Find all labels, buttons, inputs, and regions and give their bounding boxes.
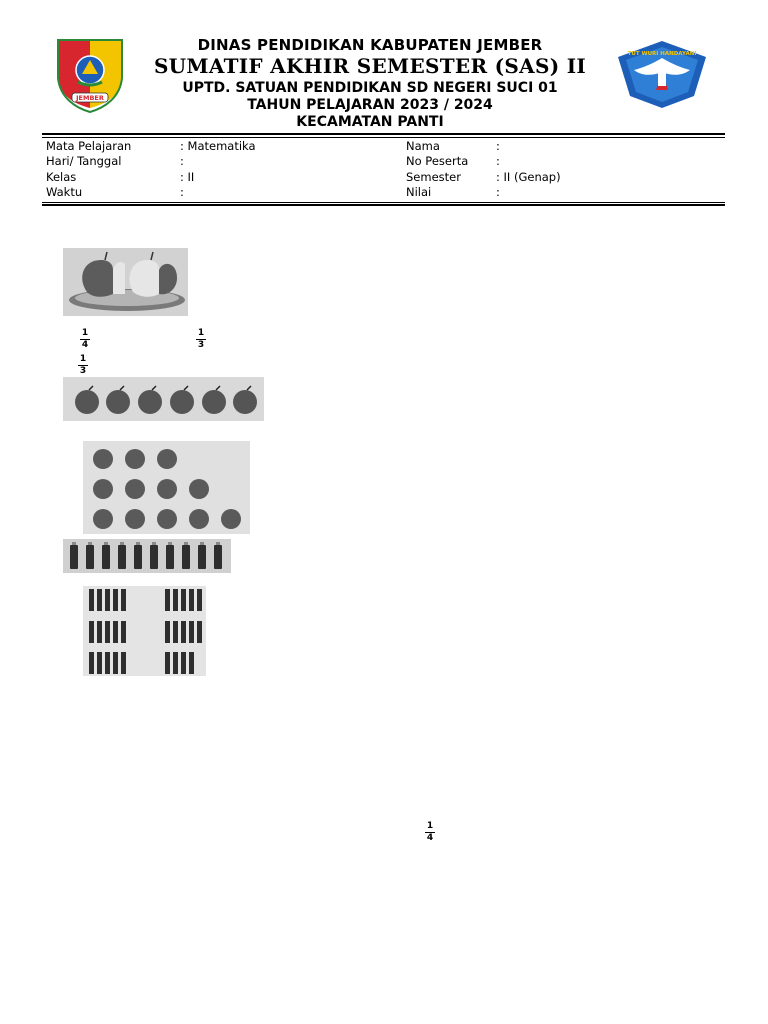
info-rule-bottom-thin	[42, 202, 725, 203]
info-rule-bottom	[42, 204, 725, 206]
six-oranges-image	[63, 377, 264, 421]
fraction-one-third: $\frac{1}{3}$	[197, 328, 205, 350]
exam-title: SUMATIF AKHIR SEMESTER (SAS) II	[153, 54, 587, 78]
battery-groups-image	[83, 586, 206, 676]
batteries-row-image	[63, 539, 231, 573]
agency-name: DINAS PENDIDIKAN KABUPATEN JEMBER	[197, 36, 543, 54]
value-name: :	[496, 139, 500, 153]
value-score: :	[496, 185, 500, 199]
jember-logo	[52, 38, 128, 114]
school-name: UPTD. SATUAN PENDIDIKAN SD NEGERI SUCI 01	[182, 80, 558, 96]
jember-logo-text: JEMBER	[76, 94, 104, 102]
apples-on-plate-image	[63, 248, 188, 316]
value-time: :	[180, 185, 184, 199]
label-semester: Semester	[406, 170, 461, 184]
fraction-one-quarter: $\frac{1}{4}$	[81, 328, 89, 350]
label-subject: Mata Pelajaran	[46, 139, 132, 153]
value-date: :	[180, 154, 184, 168]
tut-wuri-handayani-logo	[612, 38, 712, 112]
header-rule-top-thin	[42, 137, 725, 138]
fraction-one-third-2: $\frac{1}{3}$	[79, 354, 87, 376]
fraction-one-quarter-2: $\frac{1}{4}$	[426, 821, 434, 843]
label-time: Waktu	[46, 185, 83, 199]
academic-year: TAHUN PELAJARAN 2023 / 2024	[247, 97, 493, 113]
label-participant-no: No Peserta	[406, 154, 469, 168]
label-date: Hari/ Tanggal	[46, 154, 122, 168]
label-name: Nama	[406, 139, 440, 153]
value-subject: : Matematika	[180, 139, 256, 153]
orange-groups-image	[83, 441, 250, 534]
label-class: Kelas	[46, 170, 77, 184]
value-participant-no: :	[496, 154, 500, 168]
district-name: KECAMATAN PANTI	[296, 114, 444, 130]
value-class: : II	[180, 170, 195, 184]
label-score: Nilai	[406, 185, 432, 199]
tut-wuri-handayani-text: TUT WURI HANDAYANI	[627, 51, 697, 57]
value-semester: : II (Genap)	[496, 170, 561, 184]
header-rule-top	[42, 133, 725, 135]
